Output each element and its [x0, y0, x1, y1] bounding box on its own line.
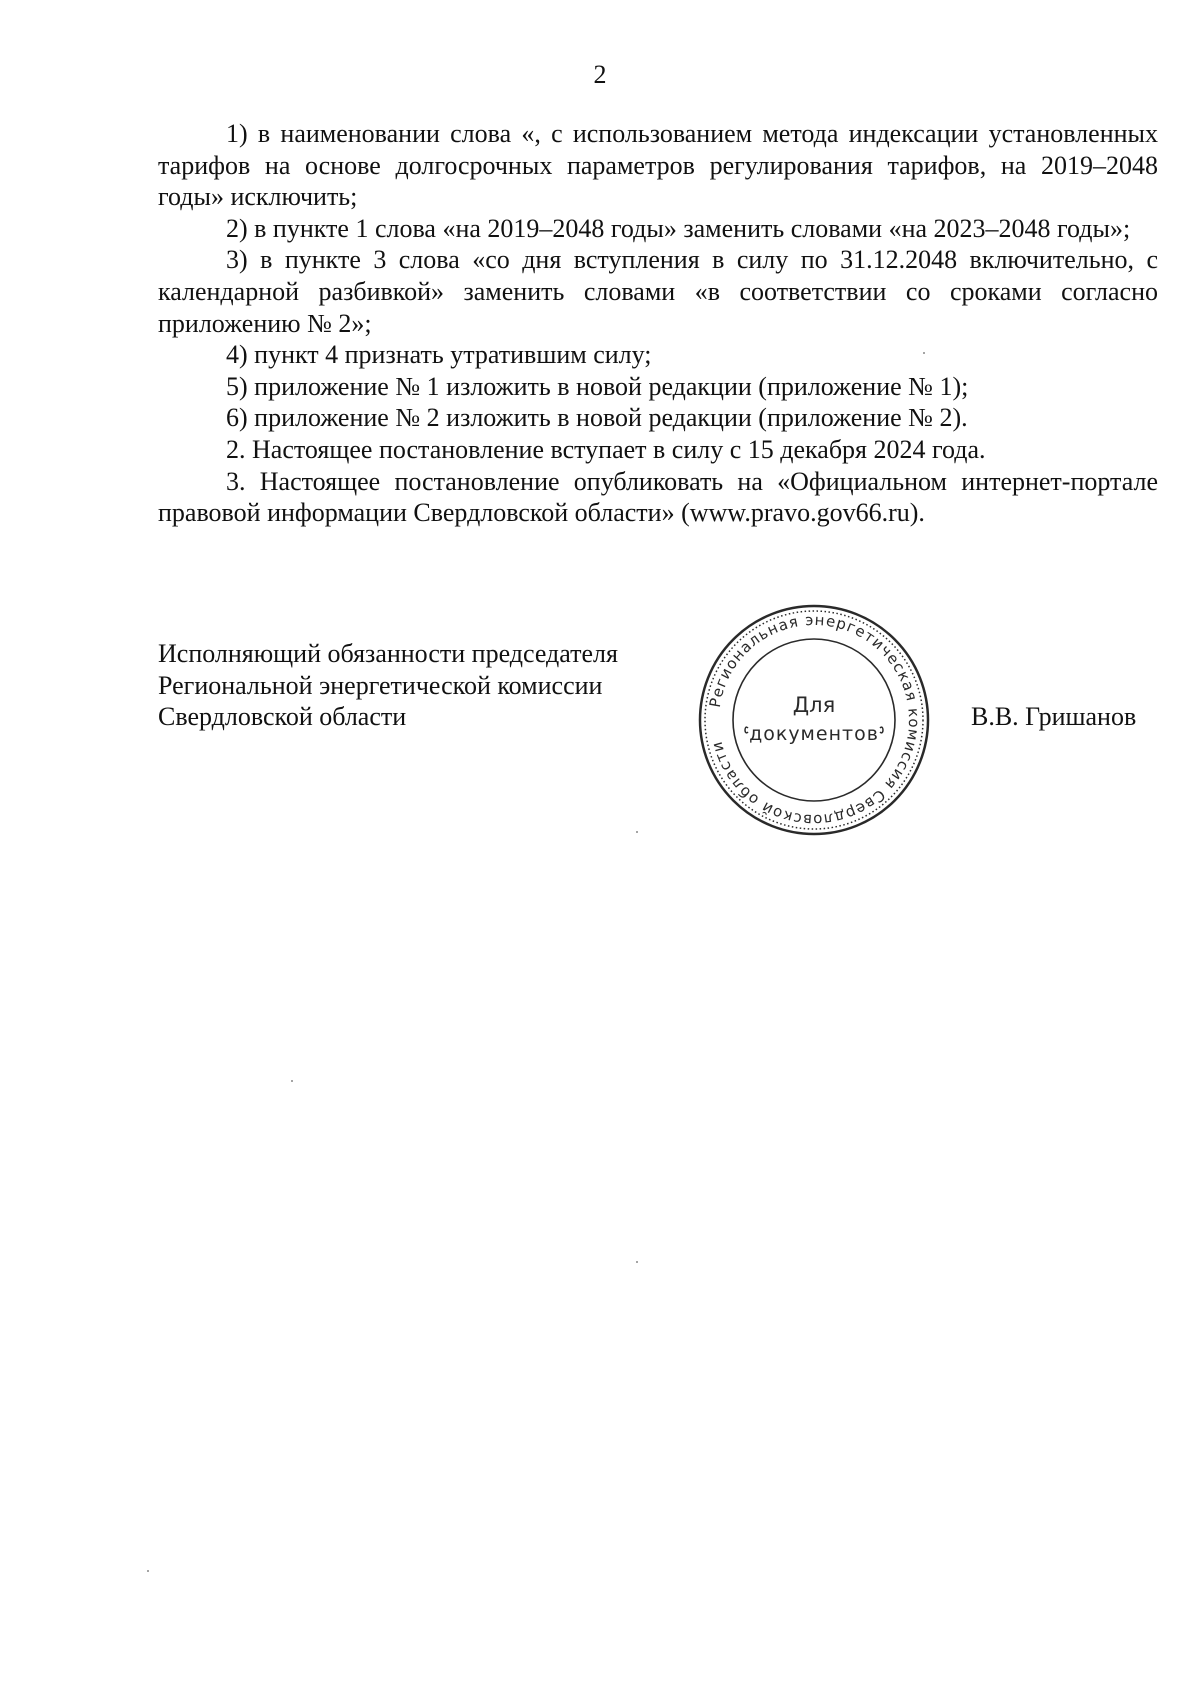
scan-speck [636, 1261, 638, 1263]
seal-center-line-1: Для [792, 693, 836, 717]
signature-position-line: Исполняющий обязанности председателя [158, 639, 618, 668]
signer-name: В.В. Гришанов [971, 702, 1137, 731]
signature-position [158, 638, 618, 733]
official-seal [694, 600, 934, 840]
paragraph-publication: 3. Настоящее постановление опубликовать на «Официальном интернет-портале правовой информации Свердловской области» (www.pravo.gov66.ru). [158, 466, 1158, 528]
paragraph-item-6: 6) приложение № 2 изложить в новой редакции (приложение № 2). [226, 403, 968, 433]
scan-speck [636, 831, 638, 833]
seal-outer-text: Региональная энергетическая комиссия Свердловской области [705, 610, 924, 830]
paragraph-item-5: 5) приложение № 1 изложить в новой редакции (приложение № 1); [226, 371, 969, 401]
page-number: 2 [593, 60, 607, 89]
paragraph-item-3: 3) в пункте 3 слова «со дня вступления в силу по 31.12.2048 включительно, с календарной разбивкой» заменить словами «в соответствии со сроками согласно приложению № 2»; [158, 245, 1158, 338]
scan-speck [291, 1080, 293, 1082]
paragraph-entry-into-force: 2. Настоящее постановление вступает в силу с 15 декабря 2024 года. [226, 434, 986, 464]
paragraph-item-2: 2) в пункте 1 слова «на 2019–2048 годы» заменить словами «на 2023–2048 годы»; [226, 213, 1131, 243]
signature-position-line: Региональной энергетической комиссии [158, 670, 603, 700]
signature-position-line: Свердловской области [158, 702, 407, 731]
scan-speck [147, 1570, 149, 1572]
document-body [158, 118, 1158, 529]
scan-speck [923, 352, 925, 354]
paragraph-item-1: 1) в наименовании слова «, с использованием метода индексации установленных тарифов на основе долгосрочных параметров регулирования тарифов, на 2019–2048 годы» исключить; [158, 119, 1158, 212]
paragraph-item-4: 4) пункт 4 признать утратившим силу; [226, 340, 652, 370]
seal-center-line-2: документов [749, 723, 879, 745]
